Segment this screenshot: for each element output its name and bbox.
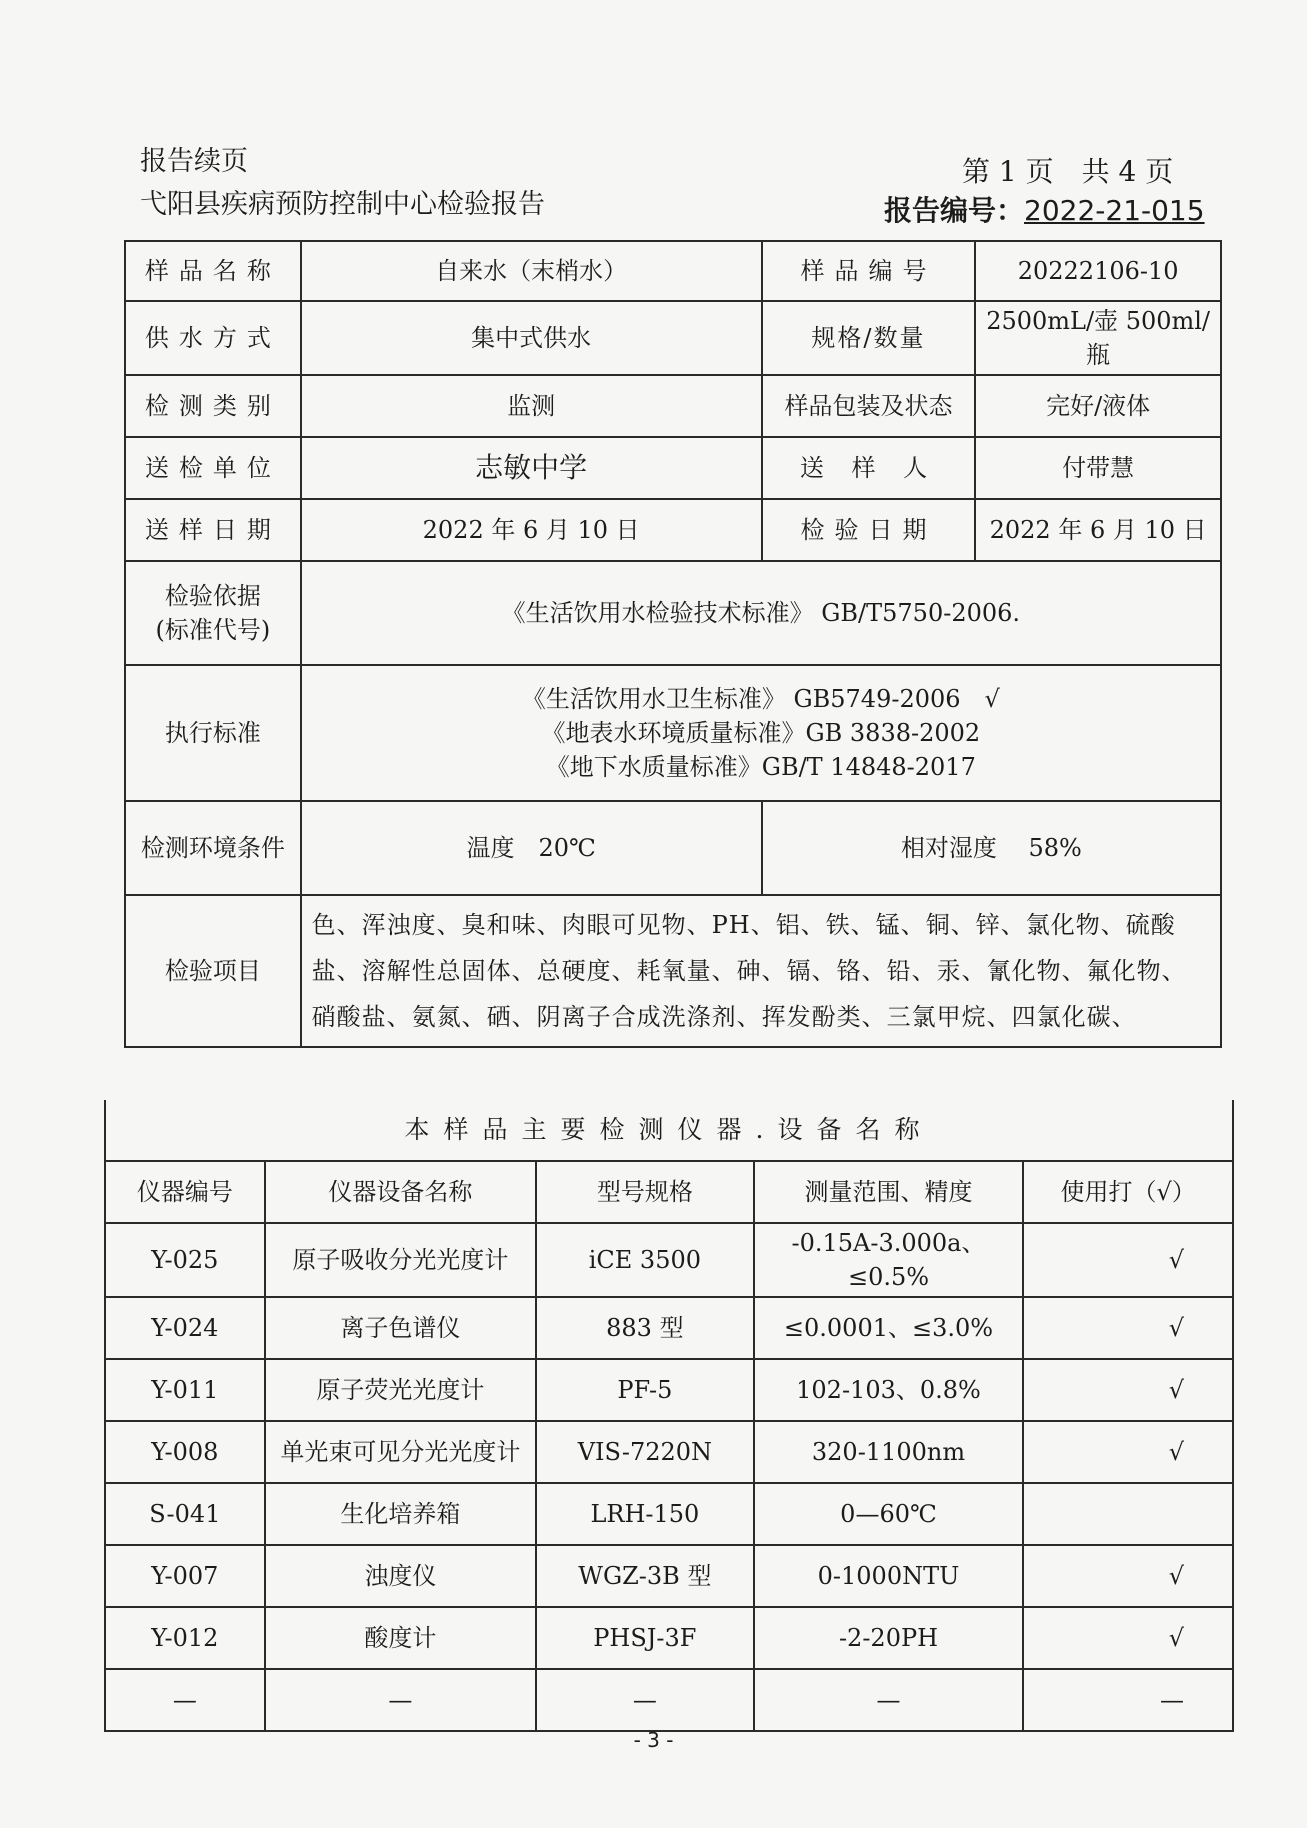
equipment-cell: ≤0.0001、≤3.0% [754, 1297, 1024, 1359]
equipment-cell: 单光束可见分光光度计 [265, 1421, 536, 1483]
equipment-cell: 883 型 [536, 1297, 754, 1359]
basis-value: 《生活饮用水检验技术标准》 GB/T5750-2006. [301, 561, 1221, 665]
equipment-cell: PHSJ-3F [536, 1607, 754, 1669]
package-label: 样品包装及状态 [762, 375, 976, 437]
equipment-header-cell: 型号规格 [536, 1161, 754, 1223]
test-date-value: 2022 年 6 月 10 日 [975, 499, 1221, 561]
package-value: 完好/液体 [975, 375, 1221, 437]
equipment-cell: √ [1023, 1607, 1233, 1669]
spec-value: 2500mL/壶 500ml/瓶 [975, 301, 1221, 375]
equipment-cell: √ [1023, 1359, 1233, 1421]
table-row [105, 1421, 1233, 1483]
equipment-cell: Y-024 [105, 1297, 265, 1359]
equipment-body [105, 1161, 1233, 1731]
equipment-cell: VIS-7220N [536, 1421, 754, 1483]
table-row [105, 1669, 1233, 1731]
sender-unit-label: 送检单位 [125, 437, 301, 499]
table-row [105, 1607, 1233, 1669]
equipment-cell: 0—60℃ [754, 1483, 1024, 1545]
equipment-header-cell: 使用打（√） [1023, 1161, 1233, 1223]
humidity: 相对湿度 58% [762, 801, 1221, 895]
sender-value: 付带慧 [975, 437, 1221, 499]
equipment-cell: 浊度仪 [265, 1545, 536, 1607]
exec-standard-3: 《地下水质量标准》GB/T 14848-2017 [545, 753, 976, 781]
equipment-cell: S-041 [105, 1483, 265, 1545]
equipment-cell: Y-025 [105, 1223, 265, 1297]
sample-info-table [124, 240, 1222, 1048]
exec-standard-2: 《地表水环境质量标准》GB 3838-2002 [541, 719, 981, 747]
equipment-cell: — [105, 1669, 265, 1731]
sample-no: 20222106-10 [975, 241, 1221, 301]
page-info: 第 1 页 共 4 页 [962, 155, 1174, 188]
supply-label: 供水方式 [125, 301, 301, 375]
sample-no-label: 样品编号 [762, 241, 976, 301]
table-row [105, 1545, 1233, 1607]
equipment-cell: 生化培养箱 [265, 1483, 536, 1545]
equipment-table [104, 1100, 1234, 1732]
env-label: 检测环境条件 [125, 801, 301, 895]
basis-label [125, 561, 301, 665]
org-title: 弋阳县疾病预防控制中心检验报告 [140, 189, 545, 220]
spec-label: 规格/数量 [762, 301, 976, 375]
equipment-header-row [105, 1161, 1233, 1223]
items-label: 检验项目 [125, 895, 301, 1047]
report-number [884, 194, 1205, 228]
equipment-cell: — [265, 1669, 536, 1731]
equipment-cell: Y-007 [105, 1545, 265, 1607]
sender-label: 送 样 人 [762, 437, 976, 499]
send-date-value: 2022 年 6 月 10 日 [301, 499, 762, 561]
table-row [105, 1223, 1233, 1297]
table-row [105, 1297, 1233, 1359]
equipment-cell: 原子荧光光度计 [265, 1359, 536, 1421]
equipment-cell: — [1023, 1669, 1233, 1731]
equipment-cell: 102-103、0.8% [754, 1359, 1024, 1421]
exec-standards [301, 665, 1221, 801]
page-number: - 3 - [633, 1728, 674, 1752]
sample-name: 自来水（末梢水） [301, 241, 762, 301]
equipment-cell: Y-012 [105, 1607, 265, 1669]
test-date-label: 检验日期 [762, 499, 976, 561]
sample-name-label: 样品名称 [125, 241, 301, 301]
equipment-cell: -0.15A-3.000a、≤0.5% [754, 1223, 1024, 1297]
exec-label: 执行标准 [125, 665, 301, 801]
test-type-label: 检测类别 [125, 375, 301, 437]
temperature: 温度 20℃ [301, 801, 762, 895]
supply-value: 集中式供水 [301, 301, 762, 375]
equipment-title: 本样品主要检测仪器.设备名称 [105, 1100, 1233, 1161]
equipment-cell: -2-20PH [754, 1607, 1024, 1669]
equipment-cell: 0-1000NTU [754, 1545, 1024, 1607]
test-type-value: 监测 [301, 375, 762, 437]
equipment-cell: √ [1023, 1545, 1233, 1607]
equipment-cell: 离子色谱仪 [265, 1297, 536, 1359]
equipment-cell: PF-5 [536, 1359, 754, 1421]
equipment-cell: Y-008 [105, 1421, 265, 1483]
equipment-cell: √ [1023, 1421, 1233, 1483]
equipment-cell: Y-011 [105, 1359, 265, 1421]
basis-label-line1: 检验依据 [164, 582, 261, 610]
equipment-header-cell: 测量范围、精度 [754, 1161, 1024, 1223]
report-number-label: 报告编号： [884, 194, 1025, 227]
equipment-cell [1023, 1483, 1233, 1545]
equipment-header-cell: 仪器设备名称 [265, 1161, 536, 1223]
continued-label: 报告续页 [140, 146, 248, 177]
send-date-label: 送样日期 [125, 499, 301, 561]
basis-label-line2: (标准代号) [155, 616, 271, 644]
equipment-cell: — [536, 1669, 754, 1731]
table-row [105, 1483, 1233, 1545]
test-items: 色、浑浊度、臭和味、肉眼可见物、PH、铝、铁、锰、铜、锌、氯化物、硫酸盐、溶解性总固体、总硬度、耗氧量、砷、镉、铬、铅、汞、氰化物、氟化物、硝酸盐、氨氮、硒、阴离子合成洗涤剂、挥发酚类、三氯甲烷、四氯化碳、 [301, 895, 1221, 1047]
exec-standard-1: 《生活饮用水卫生标准》 GB5749-2006 √ [521, 685, 1000, 713]
equipment-cell: √ [1023, 1223, 1233, 1297]
sender-unit-value: 志敏中学 [301, 437, 762, 499]
equipment-cell: 酸度计 [265, 1607, 536, 1669]
equipment-cell: LRH-150 [536, 1483, 754, 1545]
table-row [105, 1359, 1233, 1421]
report-number-value: 2022-21-015 [1024, 194, 1205, 227]
equipment-cell: 原子吸收分光光度计 [265, 1223, 536, 1297]
equipment-cell: — [754, 1669, 1024, 1731]
equipment-cell: WGZ-3B 型 [536, 1545, 754, 1607]
equipment-cell: iCE 3500 [536, 1223, 754, 1297]
equipment-cell: 320-1100nm [754, 1421, 1024, 1483]
equipment-cell: √ [1023, 1297, 1233, 1359]
equipment-header-cell: 仪器编号 [105, 1161, 265, 1223]
